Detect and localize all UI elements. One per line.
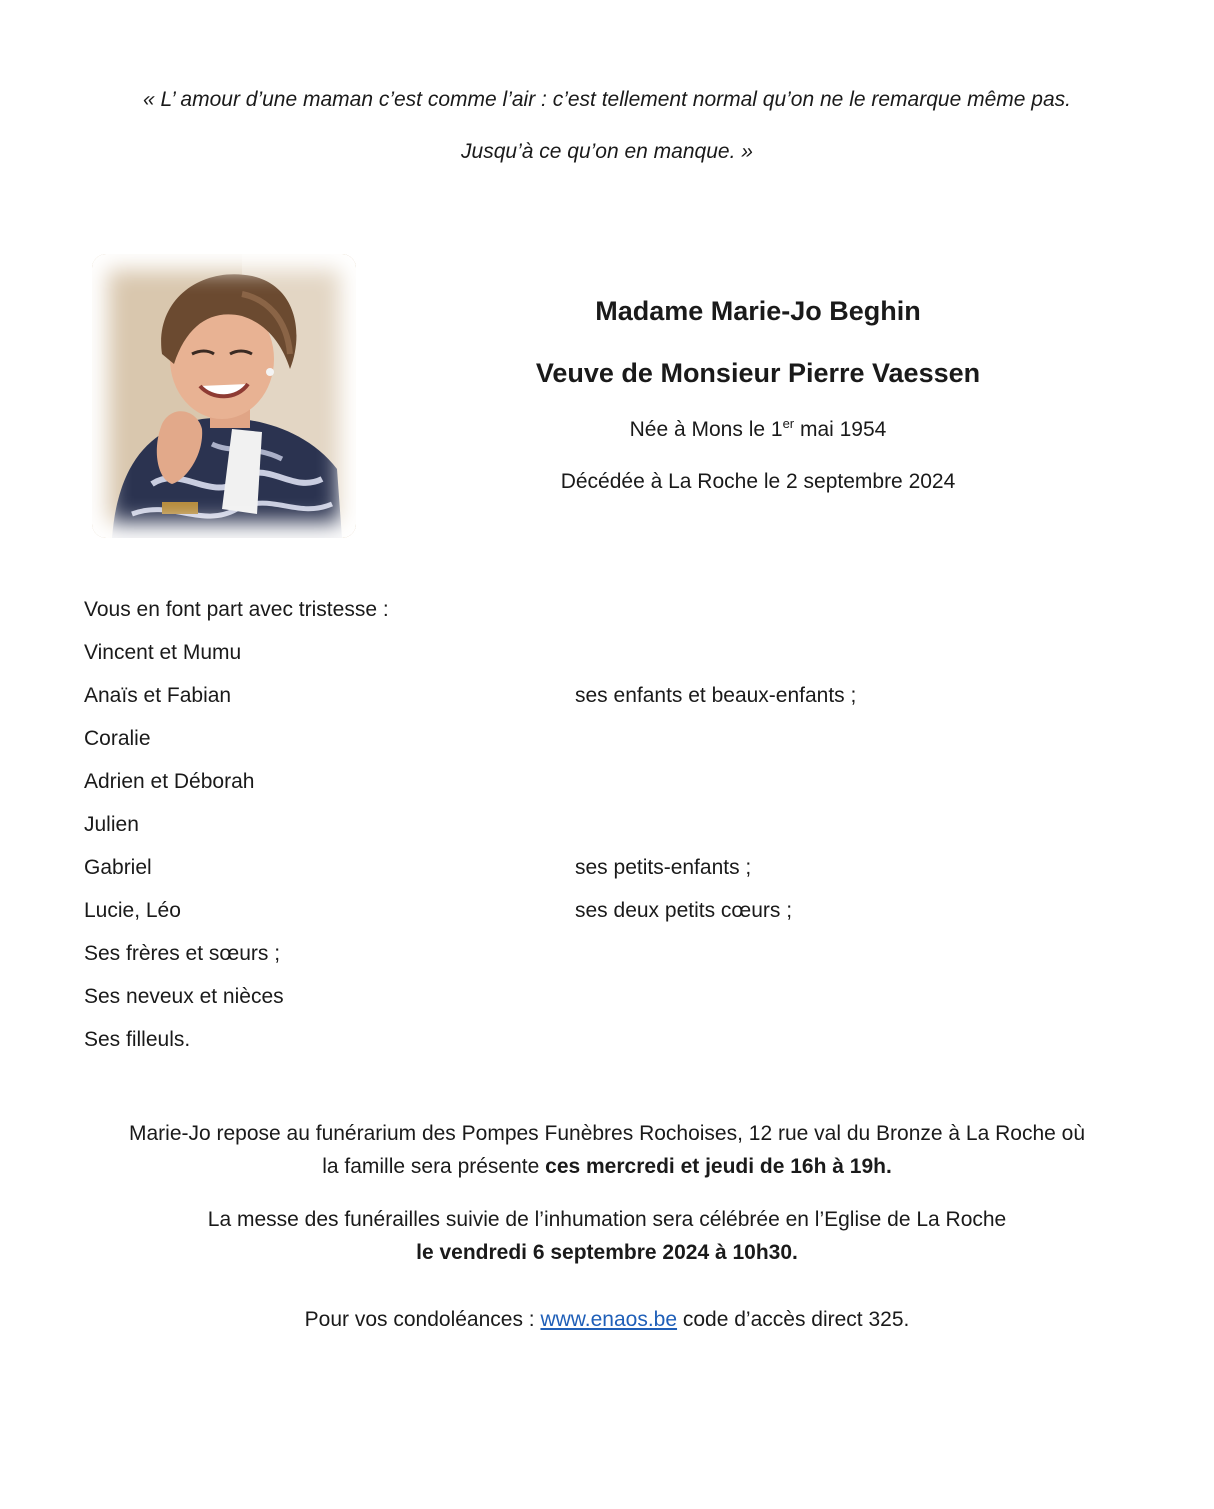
condolences-suffix: code d’accès direct 325. — [677, 1308, 910, 1331]
family-name-3: Adrien et Déborah — [84, 770, 255, 793]
family-relation-5: ses petits-enfants ; — [575, 856, 752, 879]
deceased-name: Madame Marie-Jo Beghin — [595, 296, 921, 326]
funeral-line-2 — [0, 1236, 1214, 1269]
family-name-4: Julien — [84, 813, 139, 836]
visitation-line-2 — [0, 1150, 1214, 1183]
family-relation-6: ses deux petits cœurs ; — [575, 899, 793, 922]
family-name-9: Ses filleuls. — [84, 1028, 191, 1051]
family-name-0: Vincent et Mumu — [84, 641, 242, 664]
family-name-1: Anaïs et Fabian — [84, 684, 232, 707]
birth-line — [458, 416, 1058, 444]
family-name-5: Gabriel — [84, 856, 152, 879]
visitation-line-1: Marie-Jo repose au funérarium des Pompes Funèbres Rochoises, 12 rue val du Bronze à La Roche où — [128, 1122, 1086, 1145]
quote-line-1: « L’ amour d’une maman c’est comme l’air : c’est tellement normal qu’on ne le remarque même pas. — [143, 88, 1071, 111]
death-line: Décédée à La Roche le 2 septembre 2024 — [560, 470, 956, 493]
condolences-line — [0, 1303, 1214, 1336]
birth-prefix: Née à Mons le 1 — [629, 418, 783, 441]
family-name-6: Lucie, Léo — [84, 899, 181, 922]
condolences-prefix: Pour vos condoléances : — [304, 1308, 541, 1331]
family-intro: Vous en font part avec tristesse : — [84, 598, 389, 621]
funeral-paragraph — [0, 1203, 1214, 1269]
funeral-date: le vendredi 6 septembre 2024 à 10h30. — [416, 1241, 798, 1264]
birth-superscript: er — [782, 416, 795, 431]
quote-line-2: Jusqu’à ce qu’on en manque. » — [461, 140, 753, 163]
visitation-hours: ces mercredi et jeudi de 16h à 19h. — [545, 1155, 892, 1178]
widow-of: Veuve de Monsieur Pierre Vaessen — [535, 358, 981, 388]
funeral-line-1: La messe des funérailles suivie de l’inhumation sera célébrée en l’Eglise de La Roche — [207, 1208, 1007, 1231]
family-name-8: Ses neveux et nièces — [84, 985, 284, 1008]
condolences-link[interactable]: www.enaos.be — [540, 1308, 678, 1331]
birth-suffix: mai 1954 — [794, 418, 887, 441]
portrait-photo — [92, 254, 356, 538]
family-name-2: Coralie — [84, 727, 151, 750]
family-relation-1: ses enfants et beaux-enfants ; — [575, 684, 857, 707]
portrait-vignette — [92, 254, 356, 538]
family-name-7: Ses frères et sœurs ; — [84, 942, 281, 965]
visitation-line-2-prefix: la famille sera présente — [322, 1155, 546, 1178]
visitation-paragraph — [0, 1117, 1214, 1183]
